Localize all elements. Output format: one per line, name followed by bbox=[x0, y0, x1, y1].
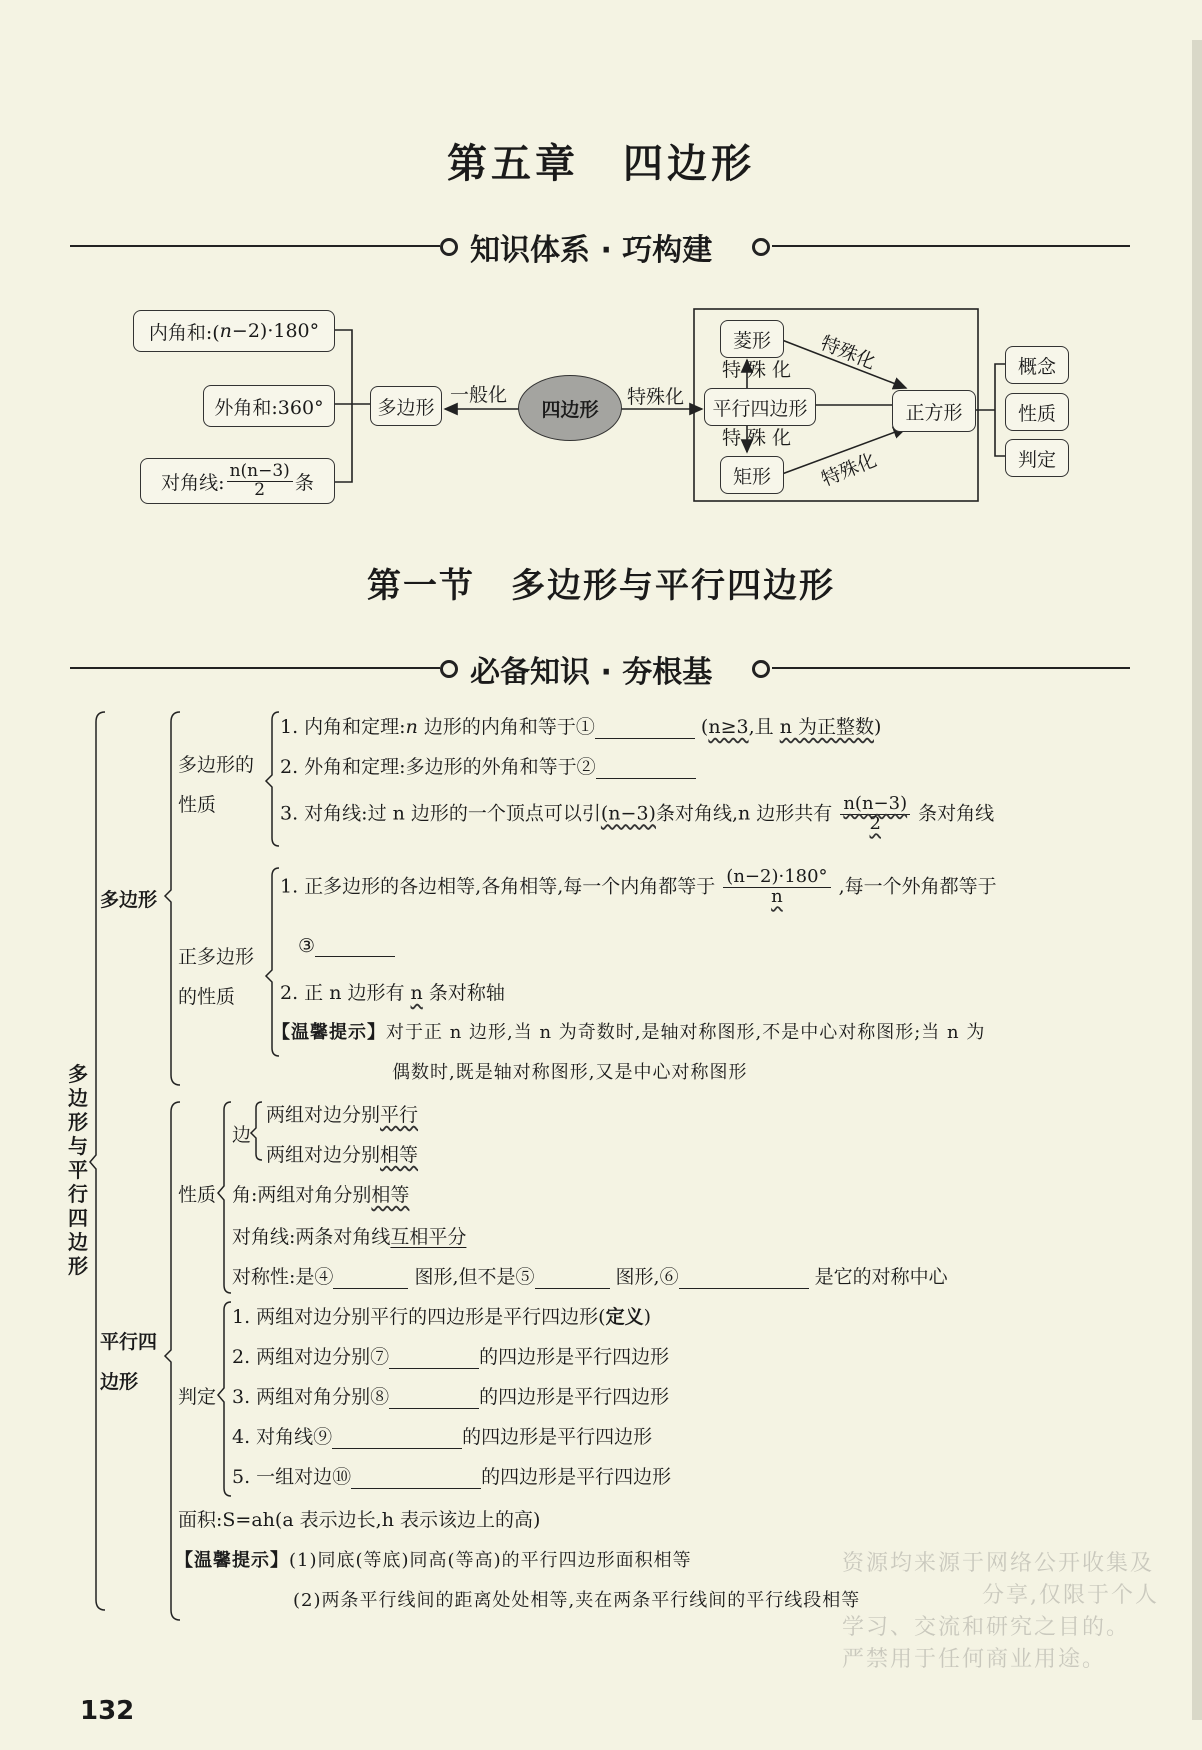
symmetry-property: 对称性:是④ 图形,但不是⑤ 图形,⑥ 是它的对称中心 bbox=[232, 1266, 948, 1288]
blank-2[interactable] bbox=[596, 758, 696, 779]
tip-1: 【温馨提示】对于正 n 边形,当 n 为奇数时,是轴对称图形,不是中心对称图形;当 n 为 bbox=[272, 1022, 986, 1043]
parallelogram-judgement-label: 判定 bbox=[178, 1386, 217, 1408]
tip-2: 【温馨提示】(1)同底(等底)同高(等高)的平行四边形面积相等 bbox=[175, 1550, 692, 1571]
blank-7[interactable] bbox=[389, 1348, 479, 1369]
blank-6[interactable] bbox=[679, 1268, 809, 1289]
generalize-label: 一般化 bbox=[450, 384, 508, 406]
specialize-down-label: 特殊化 bbox=[722, 427, 798, 449]
interior-angle-theorem: 1. 内角和定理:n 边形的内角和等于① (n≥3,且 n 为正整数) bbox=[280, 716, 882, 738]
banner-essential-knowledge: 必备知识 · 夯根基 bbox=[470, 655, 713, 690]
judgement-2: 2. 两组对边分别⑦ 的四边形是平行四边形 bbox=[232, 1346, 670, 1368]
rectangle-node: 矩形 bbox=[720, 456, 784, 494]
blank-9[interactable] bbox=[332, 1428, 462, 1449]
judgement-5: 5. 一组对边⑩ 的四边形是平行四边形 bbox=[232, 1466, 672, 1488]
blank-1[interactable] bbox=[595, 718, 695, 739]
parallelogram-label: 平行四边形 bbox=[100, 1331, 158, 1393]
opposite-sides-parallel: 两组对边分别平行 bbox=[266, 1104, 419, 1126]
area-formula: 面积:S=ah(a 表示边长,h 表示该边上的高) bbox=[178, 1509, 541, 1531]
judgement-node: 判定 bbox=[1005, 439, 1069, 477]
tip-2-line-2: (2)两条平行线间的距离处处相等,夹在两条平行线间的平行线段相等 bbox=[293, 1590, 861, 1611]
regular-polygon-symmetry-axes: 2. 正 n 边形有 n 条对称轴 bbox=[280, 982, 505, 1004]
opposite-angles-equal: 角:两组对角分别相等 bbox=[232, 1184, 410, 1206]
outline-root-label: 多边形与平行四边形 bbox=[68, 1062, 88, 1278]
exterior-angle-sum-box: 外角和:360° bbox=[203, 385, 335, 427]
property-node: 性质 bbox=[1005, 393, 1069, 431]
regular-polygon-exterior-blank: ③ bbox=[298, 935, 395, 957]
blank-10[interactable] bbox=[351, 1468, 481, 1489]
tip-1-line-2: 偶数时,既是轴对称图形,又是中心对称图形 bbox=[392, 1062, 748, 1083]
specialize-label: 特殊化 bbox=[627, 386, 685, 408]
banner-knowledge-system: 知识体系 · 巧构建 bbox=[470, 233, 713, 268]
interior-angle-sum-box: 内角和:( n −2)·180° bbox=[133, 310, 335, 352]
opposite-sides-equal: 两组对边分别相等 bbox=[266, 1144, 419, 1166]
side-label: 边 bbox=[232, 1124, 252, 1146]
section-title: 第一节 多边形与平行四边形 bbox=[367, 566, 835, 606]
square-node: 正方形 bbox=[892, 390, 976, 432]
blank-8[interactable] bbox=[389, 1388, 479, 1409]
judgement-1: 1. 两组对边分别平行的四边形是平行四边形(定义) bbox=[232, 1306, 652, 1328]
judgement-3: 3. 两组对角分别⑧ 的四边形是平行四边形 bbox=[232, 1386, 670, 1408]
diagonal-count-box: 对角线: $\frac{n(n-3)}{2}$ 条 bbox=[140, 458, 335, 504]
regular-polygon-properties-label: 正多边形的性质 bbox=[178, 946, 255, 1008]
judgement-4: 4. 对角线⑨ 的四边形是平行四边形 bbox=[232, 1426, 653, 1448]
polygon-properties-label: 多边形的性质 bbox=[178, 754, 255, 816]
chapter-title: 第五章 四边形 bbox=[447, 140, 755, 187]
parallelogram-node: 平行四边形 bbox=[704, 388, 816, 426]
regular-polygon-angles: 1. 正多边形的各边相等,各角相等,每一个内角都等于 $\frac{(n-2)\cdot 180^\circ}{n}$ ,每一个外角都等于 bbox=[280, 866, 997, 907]
polygon-node: 多边形 bbox=[370, 386, 442, 426]
concept-node: 概念 bbox=[1005, 346, 1069, 384]
polygon-label: 多边形 bbox=[100, 889, 158, 911]
page-number: 132 bbox=[80, 1696, 135, 1726]
blank-3[interactable] bbox=[315, 936, 395, 957]
specialize-rectangle-square-label: 特殊化 bbox=[818, 449, 880, 491]
diagonals-bisect: 对角线:两条对角线互相平分 bbox=[232, 1226, 467, 1248]
watermark: 资源均来源于网络公开收集及 分享,仅限于个人 学习、交流和研究之目的。 严禁用于任何商业用途。 bbox=[842, 1551, 1159, 1672]
rhombus-node: 菱形 bbox=[720, 320, 784, 358]
specialize-rhombus-square-label: 特殊化 bbox=[817, 332, 879, 374]
specialize-up-label: 特殊化 bbox=[722, 359, 798, 381]
parallelogram-properties-label: 性质 bbox=[178, 1184, 217, 1206]
quadrilateral-node: 四边形 bbox=[518, 375, 622, 441]
blank-5[interactable] bbox=[535, 1268, 610, 1289]
blank-4[interactable] bbox=[333, 1268, 408, 1289]
diagonal-property: 3. 对角线:过 n 边形的一个顶点可以引(n−3)条对角线,n 边形共有 $\frac{n(n-3)}{2}$ 条对角线 bbox=[280, 793, 995, 834]
exterior-angle-theorem: 2. 外角和定理:多边形的外角和等于② bbox=[280, 752, 696, 779]
